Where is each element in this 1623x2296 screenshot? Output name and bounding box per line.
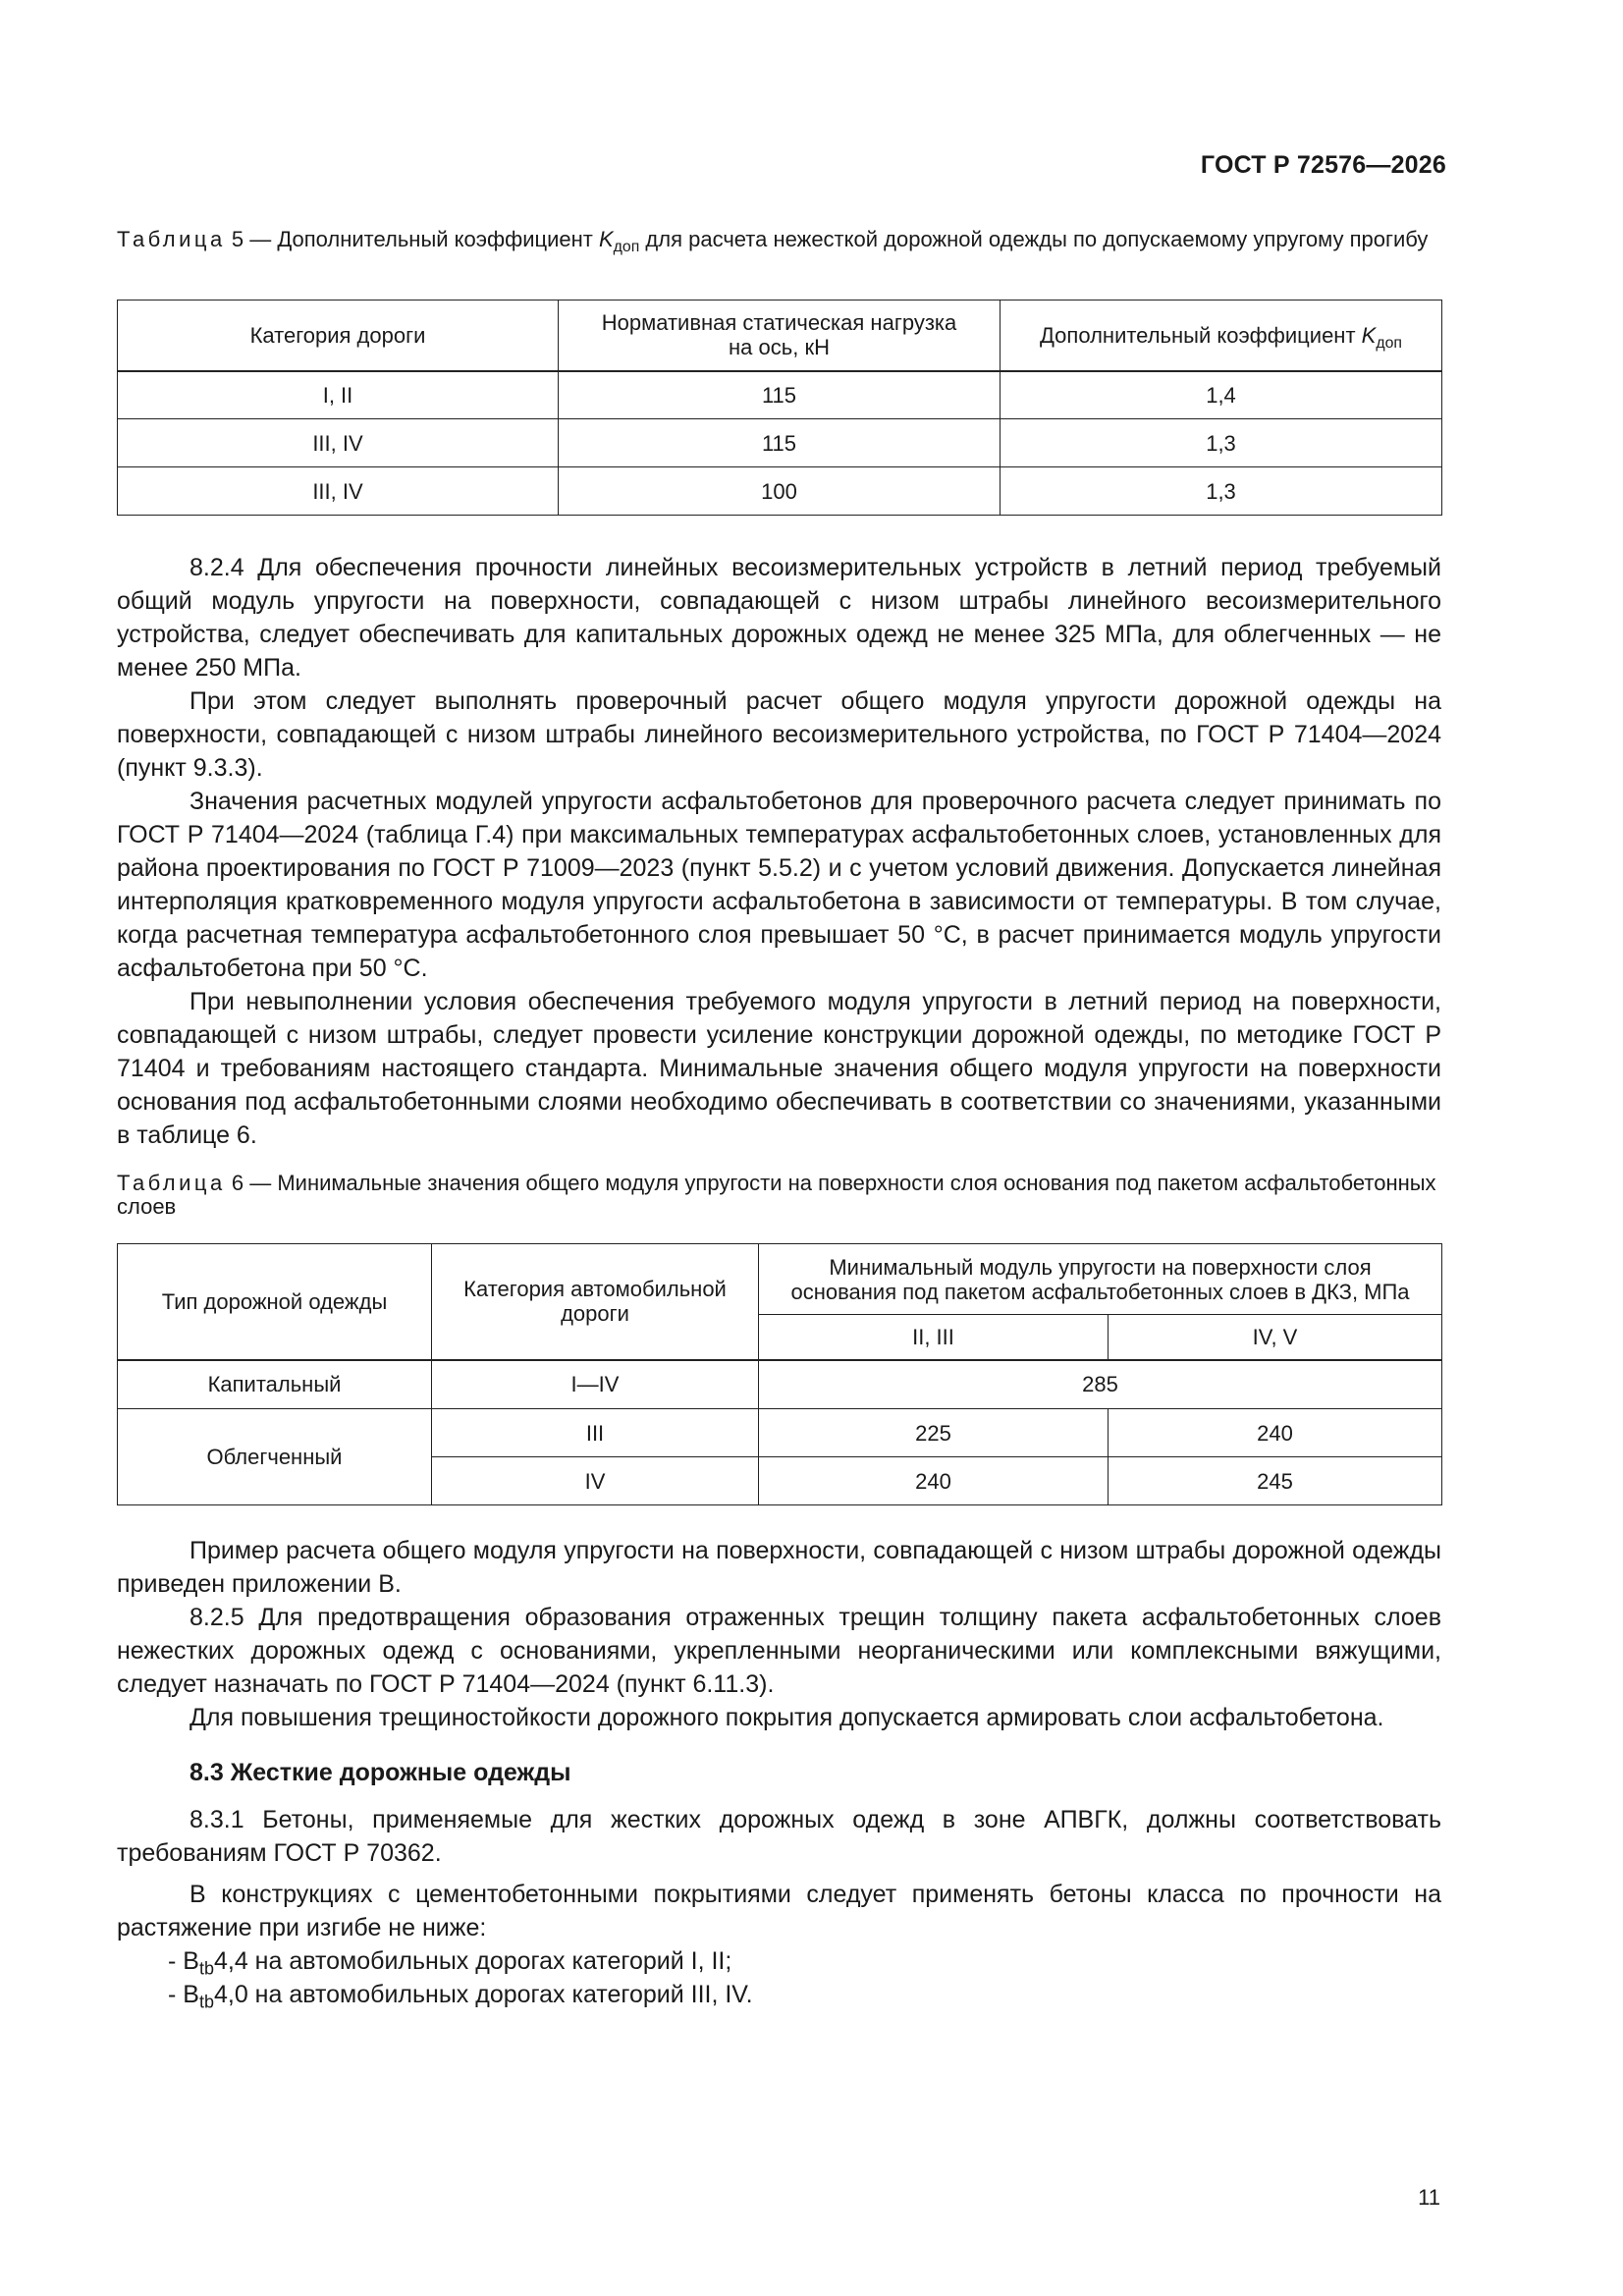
table6-cell: 225 bbox=[759, 1409, 1109, 1457]
table5-header-category: Категория дороги bbox=[118, 301, 559, 371]
table6-header-category bbox=[432, 1244, 759, 1360]
table6-cell: III bbox=[432, 1409, 759, 1457]
section-824-text bbox=[117, 551, 1441, 1152]
table5-cell: 115 bbox=[559, 371, 1001, 419]
table6-caption-text: 6 — Минимальные значения общего модуля упругости на поверхности слоя основания под пакетом асфальтобетонных слоев bbox=[117, 1171, 1436, 1219]
paragraph: Пример расчета общего модуля упругости на поверхности, совпадающей с низом штрабы дорожной одежды приведен приложении В. bbox=[117, 1537, 1441, 1598]
table5-cell: 115 bbox=[559, 419, 1001, 467]
table5-cell: 1,3 bbox=[1001, 467, 1442, 516]
table5-cell: 1,3 bbox=[1001, 419, 1442, 467]
table5-header-load-line2: на ось, кН bbox=[729, 335, 830, 360]
list-item-text: 4,0 на автомобильных дорогах категорий III, IV. bbox=[213, 1981, 753, 2008]
table5 bbox=[117, 300, 1442, 516]
table5-cell: III, IV bbox=[118, 419, 559, 467]
table5-caption-label: Таблица bbox=[117, 227, 226, 251]
table6-header-type: Тип дорожной одежды bbox=[118, 1244, 432, 1360]
list-item bbox=[117, 1978, 1441, 2011]
list-item-sub: tb bbox=[198, 1958, 214, 1979]
table6-header-modulus bbox=[759, 1244, 1442, 1315]
table6 bbox=[117, 1243, 1442, 1505]
table-row bbox=[118, 467, 1442, 516]
table-row bbox=[118, 1360, 1442, 1409]
paragraph: При этом следует выполнять проверочный расчет общего модуля упругости дорожной одежды на поверхности, совпадающей с низом штрабы линейного весоизмерительного устройства, по ГОСТ Р 71404—2024 (пункт 9.3.3). bbox=[117, 687, 1441, 782]
table5-cell: I, II bbox=[118, 371, 559, 419]
table6-header-category-line2: дороги bbox=[561, 1301, 629, 1327]
table5-header-coef bbox=[1001, 301, 1442, 371]
table6-caption bbox=[117, 1172, 1439, 1219]
table6-cell: Капитальный bbox=[118, 1360, 432, 1409]
list-item-text: 4,4 на автомобильных дорогах категорий I, II; bbox=[213, 1947, 732, 1975]
table5-cell: 100 bbox=[559, 467, 1001, 516]
table6-cell: IV bbox=[432, 1457, 759, 1505]
document-code: ГОСТ Р 72576—2026 bbox=[1200, 151, 1446, 179]
table5-header-load-line1: Нормативная статическая нагрузка bbox=[601, 310, 957, 336]
paragraph: 8.2.4 Для обеспечения прочности линейных весоизмерительных устройств в летний период требуемый общий модуль упругости на поверхности, совпадающей с низом штрабы линейного весоизмерительного устройства, следует обеспечивать для капитальных дорожных одежд не менее 325 МПа, для облегченных — не менее 250 МПа. bbox=[117, 554, 1441, 682]
list-item-prefix: - B bbox=[168, 1947, 199, 1975]
table6-cell: I—IV bbox=[432, 1360, 759, 1409]
paragraph: 8.3.1 Бетоны, применяемые для жестких дорожных одежд в зоне АПВГК, должны соответствовать требованиям ГОСТ Р 70362. bbox=[117, 1806, 1441, 1867]
table5-caption-sub: доп bbox=[613, 238, 640, 255]
list-item-sub: tb bbox=[198, 1992, 214, 2012]
table6-header-category-line1: Категория автомобильной bbox=[463, 1277, 727, 1302]
section-heading: 8.3 Жесткие дорожные одежды bbox=[189, 1759, 571, 1786]
table5-cell: III, IV bbox=[118, 467, 559, 516]
table5-caption bbox=[117, 227, 1439, 255]
paragraph: Значения расчетных модулей упругости асфальтобетонов для проверочного расчета следует принимать по ГОСТ Р 71404—2024 (таблица Г.4) при максимальных температурах асфальтобетонных слоев, установленных для района проектирования по ГОСТ Р 71009—2023 (пункт 5.5.2) и с учетом условий движения. Допускается линейная интерполяция кратковременного модуля упругости асфальтобетона в зависимости от температуры. В том случае, когда расчетная температура асфальтобетонного слоя превышает 50 °С, в расчет принимается модуль упругости асфальтобетона при 50 °С. bbox=[117, 788, 1441, 982]
paragraph: 8.2.5 Для предотвращения образования отраженных трещин толщину пакета асфальтобетонных слоев нежестких дорожных одежд с основаниями, укрепленными неорганическими или комплексными вяжущими, следует назначать по ГОСТ Р 71404—2024 (пункт 6.11.3). bbox=[117, 1604, 1441, 1698]
table5-header-coef-text: Дополнительный коэффициент bbox=[1040, 322, 1362, 348]
table5-header-load bbox=[559, 301, 1001, 371]
paragraph: В конструкциях с цементобетонными покрытиями следует применять бетоны класса по прочности на растяжение при изгибе не ниже: bbox=[117, 1881, 1441, 1941]
table6-subheader-iv-v: IV, V bbox=[1109, 1315, 1442, 1360]
paragraph: При невыполнении условия обеспечения требуемого модуля упругости в летний период на поверхности, совпадающей с низом штрабы, следует провести усиление конструкции дорожной одежды, по методике ГОСТ Р 71404 и требованиям настоящего стандарта. Минимальные значения общего модуля упругости на поверхности основания под асфальтобетонными слоями необходимо обеспечивать в соответствии со значениями, указанными в таблице 6. bbox=[117, 988, 1441, 1149]
table-row bbox=[118, 1409, 1442, 1457]
table6-subheader-ii-iii: II, III bbox=[759, 1315, 1109, 1360]
list-item-prefix: - B bbox=[168, 1981, 199, 2008]
paragraph: Для повышения трещиностойкости дорожного покрытия допускается армировать слои асфальтобетона. bbox=[189, 1704, 1384, 1731]
table6-cell: 240 bbox=[1109, 1409, 1442, 1457]
table6-cell: 240 bbox=[759, 1457, 1109, 1505]
table6-cell: 245 bbox=[1109, 1457, 1442, 1505]
table5-cell: 1,4 bbox=[1001, 371, 1442, 419]
table6-header-modulus-line2: основания под пакетом асфальтобетонных слоев в ДКЗ, МПа bbox=[790, 1279, 1410, 1304]
table-row bbox=[118, 419, 1442, 467]
table6-header-modulus-line1: Минимальный модуль упругости на поверхности слоя bbox=[829, 1254, 1372, 1280]
table5-caption-text-b: для расчета нежесткой дорожной одежды по допускаемому упругому прогибу bbox=[639, 227, 1429, 251]
table5-header-coef-sub: доп bbox=[1376, 334, 1402, 352]
page-number: 11 bbox=[1418, 2185, 1440, 2210]
table6-cell: Облегченный bbox=[118, 1409, 432, 1505]
table5-caption-k: K bbox=[598, 227, 614, 251]
table-row bbox=[118, 371, 1442, 419]
table5-caption-text-a: 5 — Дополнительный коэффициент bbox=[231, 227, 599, 251]
table5-header-coef-k: K bbox=[1361, 322, 1377, 348]
list-item bbox=[117, 1944, 1441, 1978]
section-825-text bbox=[117, 1534, 1441, 2011]
table6-caption-label: Таблица bbox=[117, 1171, 226, 1195]
table6-cell: 285 bbox=[759, 1360, 1442, 1409]
